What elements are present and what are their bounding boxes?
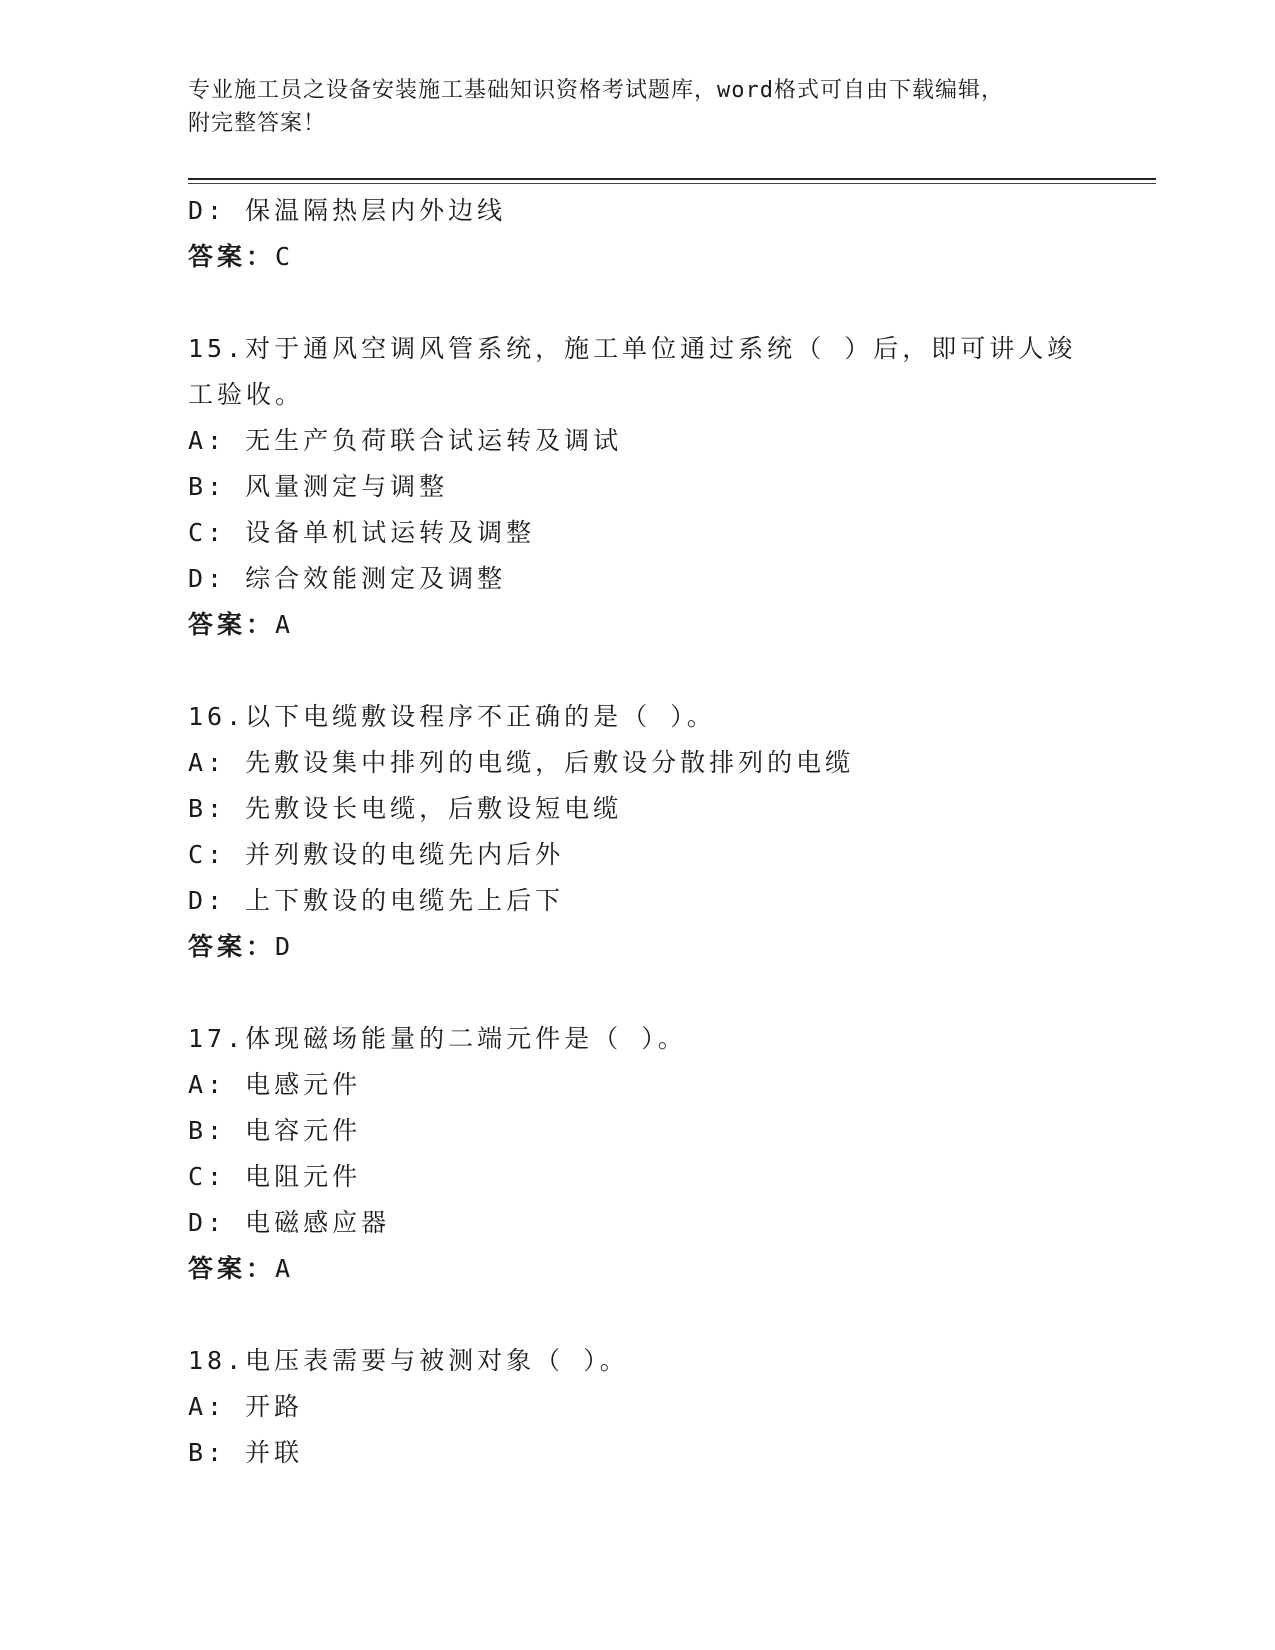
answer-label: 答案： (188, 610, 276, 639)
spacer (188, 1292, 1156, 1338)
question-17-stem: 17.体现磁场能量的二端元件是（ ）。 (188, 1024, 687, 1053)
carryover-option-d: D: 保温隔热层内外边线 (188, 196, 507, 225)
question-15-option-d: D: 综合效能测定及调整 (188, 564, 507, 593)
carryover-answer (188, 234, 1156, 280)
question-17-answer (188, 1246, 1156, 1292)
question-16-option-c: C: 并列敷设的电缆先内后外 (188, 840, 565, 869)
question-16-stem: 16.以下电缆敷设程序不正确的是（ ）。 (188, 702, 716, 731)
header-line-1: 专业施工员之设备安装施工基础知识资格考试题库，word格式可自由下载编辑， (188, 78, 1004, 103)
header-divider-thin (188, 183, 1156, 184)
spacer (188, 280, 1156, 326)
answer-label: 答案： (188, 1254, 276, 1283)
answer-value: A (275, 610, 293, 639)
question-18-stem: 18.电压表需要与被测对象（ ）。 (188, 1346, 629, 1375)
question-17-option-a: A: 电感元件 (188, 1070, 362, 1099)
question-17-option-c: C: 电阻元件 (188, 1162, 362, 1191)
question-16-option-d: D: 上下敷设的电缆先上后下 (188, 886, 565, 915)
header-line-2: 附完整答案！ (188, 111, 327, 136)
question-16-answer (188, 924, 1156, 970)
question-15-option-c: C: 设备单机试运转及调整 (188, 518, 536, 547)
header-divider-thick (188, 178, 1156, 180)
question-17-option-b: B: 电容元件 (188, 1116, 362, 1145)
question-15-option-a: A: 无生产负荷联合试运转及调试 (188, 426, 623, 455)
question-16-option-b: B: 先敷设长电缆，后敷设短电缆 (188, 794, 623, 823)
question-18-option-a: A: 开路 (188, 1392, 304, 1421)
spacer (188, 970, 1156, 1016)
question-18-option-b: B: 并联 (188, 1438, 304, 1467)
question-15-option-b: B: 风量测定与调整 (188, 472, 449, 501)
question-15-answer (188, 602, 1156, 648)
spacer (188, 648, 1156, 694)
answer-label: 答案： (188, 932, 276, 961)
answer-value: D (275, 932, 293, 961)
question-list (188, 188, 1156, 1476)
question-17-option-d: D: 电磁感应器 (188, 1208, 391, 1237)
question-15-stem-line-1: 15.对于通风空调风管系统，施工单位通过系统（ ）后，即可讲人竣 (188, 334, 1077, 363)
question-15-stem-line-2: 工验收。 (188, 380, 305, 409)
answer-label: 答案： (188, 242, 276, 271)
question-16-option-a: A: 先敷设集中排列的电缆，后敷设分散排列的电缆 (188, 748, 855, 777)
document-header (188, 74, 1088, 140)
answer-value: A (275, 1254, 293, 1283)
answer-value: C (275, 242, 293, 271)
